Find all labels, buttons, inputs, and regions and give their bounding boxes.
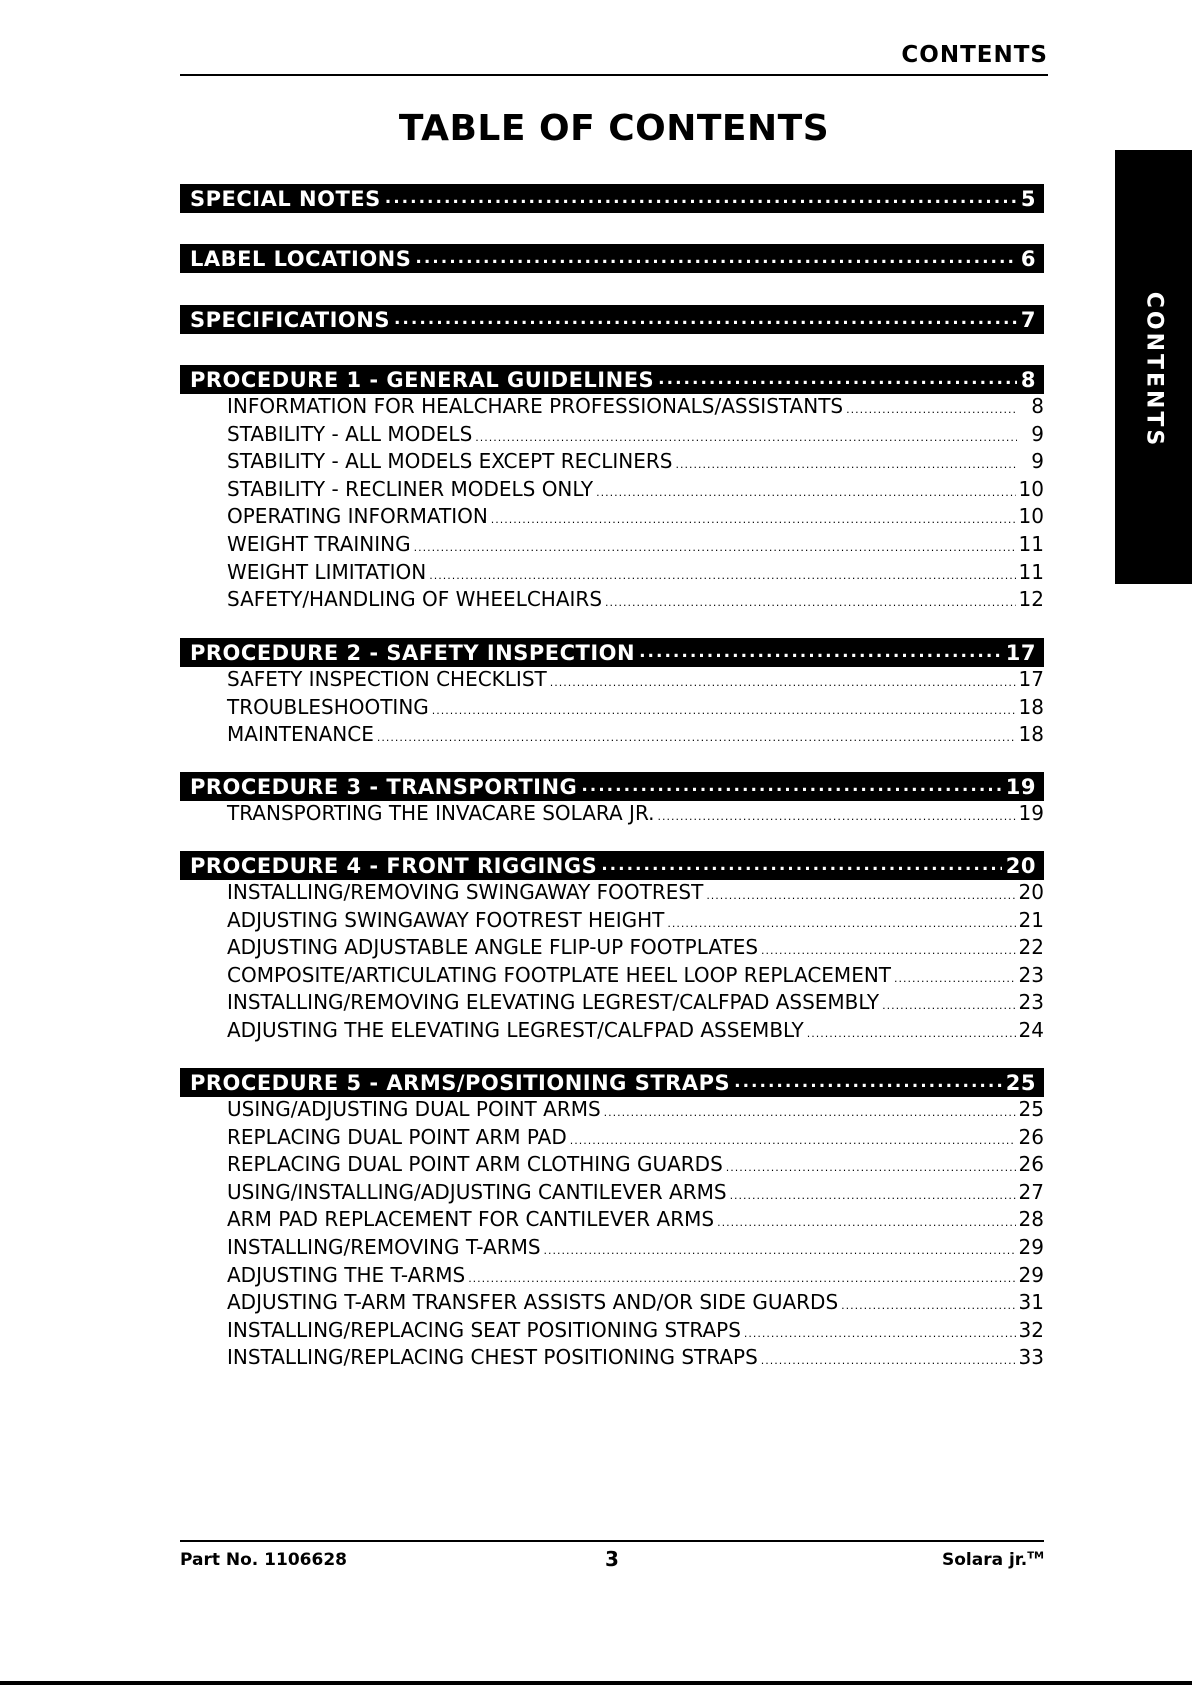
leader-dots bbox=[394, 311, 1017, 328]
entry-page: 29 bbox=[1018, 1234, 1044, 1259]
leader-dots bbox=[734, 1074, 1002, 1091]
leader-dots bbox=[570, 1134, 1016, 1147]
entry-page: 8 bbox=[1031, 394, 1044, 418]
toc-entry[interactable] bbox=[180, 504, 1044, 532]
footer-product-name bbox=[942, 1550, 1044, 1570]
entry-title: REPLACING DUAL POINT ARM CLOTHING GUARDS bbox=[227, 1152, 723, 1177]
entry-title: INSTALLING/REPLACING SEAT POSITIONING STRAPS bbox=[227, 1317, 741, 1342]
entry-title: STABILITY - ALL MODELS EXCEPT RECLINERS bbox=[227, 449, 673, 474]
toc-entry[interactable] bbox=[180, 587, 1044, 615]
entry-title: TROUBLESHOOTING bbox=[227, 694, 429, 719]
header-rule bbox=[180, 74, 1048, 76]
leader-dots bbox=[544, 1244, 1016, 1257]
leader-dots bbox=[894, 972, 1016, 985]
leader-dots bbox=[726, 1161, 1016, 1174]
entry-page: 22 bbox=[1018, 935, 1044, 960]
entry-page: 31 bbox=[1018, 1290, 1044, 1315]
section-page: 25 bbox=[1005, 1070, 1036, 1095]
entry-page: 20 bbox=[1018, 880, 1044, 904]
leader-dots bbox=[385, 190, 1017, 207]
section-page: 19 bbox=[1005, 774, 1036, 799]
entry-page: 10 bbox=[1018, 504, 1044, 529]
entry-page: 11 bbox=[1018, 559, 1044, 584]
side-tab bbox=[1115, 150, 1192, 584]
leader-dots bbox=[667, 917, 1015, 930]
toc-entry[interactable] bbox=[180, 532, 1044, 560]
toc-item-list bbox=[180, 880, 1044, 1046]
toc-entry[interactable] bbox=[180, 1125, 1044, 1153]
entry-page: 28 bbox=[1018, 1207, 1044, 1232]
leader-dots bbox=[658, 371, 1017, 388]
leader-dots bbox=[639, 644, 1002, 661]
section-title: SPECIAL NOTES bbox=[190, 186, 381, 211]
toc-section-procedure-5 bbox=[180, 1068, 1044, 1373]
section-title: PROCEDURE 5 - ARMS/POSITIONING STRAPS bbox=[190, 1070, 731, 1095]
entry-title: USING/INSTALLING/ADJUSTING CANTILEVER ARMS bbox=[227, 1179, 727, 1204]
entry-page: 32 bbox=[1018, 1317, 1044, 1342]
entry-title: ADJUSTING SWINGAWAY FOOTREST HEIGHT bbox=[227, 907, 665, 932]
leader-dots bbox=[415, 250, 1016, 267]
toc-entry[interactable] bbox=[180, 1180, 1044, 1208]
leader-dots bbox=[491, 513, 1016, 526]
entry-title: USING/ADJUSTING DUAL POINT ARMS bbox=[227, 1097, 601, 1121]
leader-dots bbox=[717, 1216, 1015, 1229]
toc-section-heading[interactable] bbox=[180, 772, 1044, 801]
toc-section-heading[interactable] bbox=[180, 1068, 1044, 1097]
toc-entry[interactable] bbox=[180, 477, 1044, 505]
entry-page: 33 bbox=[1018, 1345, 1044, 1370]
toc-entry[interactable] bbox=[180, 560, 1044, 588]
entry-title: SAFETY INSPECTION CHECKLIST bbox=[227, 667, 547, 691]
entry-page: 18 bbox=[1018, 694, 1044, 719]
entry-title: COMPOSITE/ARTICULATING FOOTPLATE HEEL LOOP REPLACEMENT bbox=[227, 962, 892, 987]
bottom-edge-strip bbox=[0, 1681, 1192, 1685]
toc-section-procedure-2 bbox=[180, 638, 1044, 750]
entry-title: ADJUSTING ADJUSTABLE ANGLE FLIP-UP FOOTPLATES bbox=[227, 935, 759, 960]
toc-section-procedure-3 bbox=[180, 772, 1044, 829]
entry-title: INSTALLING/REMOVING ELEVATING LEGREST/CALFPAD ASSEMBLY bbox=[227, 990, 880, 1015]
leader-dots bbox=[744, 1327, 1016, 1340]
entry-page: 21 bbox=[1018, 907, 1044, 932]
toc-section-heading[interactable] bbox=[180, 851, 1044, 880]
leader-dots bbox=[657, 810, 1015, 823]
entry-page: 24 bbox=[1018, 1017, 1044, 1042]
entry-page: 17 bbox=[1018, 667, 1044, 691]
section-page: 5 bbox=[1020, 186, 1036, 211]
leader-dots bbox=[605, 596, 1016, 609]
section-title: PROCEDURE 1 - GENERAL GUIDELINES bbox=[190, 367, 655, 392]
leader-dots bbox=[807, 1027, 1016, 1040]
leader-dots bbox=[429, 569, 1015, 582]
page-title: TABLE OF CONTENTS bbox=[398, 108, 830, 149]
toc-entry[interactable] bbox=[180, 695, 1044, 723]
section-page: 20 bbox=[1005, 853, 1036, 878]
toc-entry[interactable] bbox=[180, 667, 1044, 695]
toc-entry[interactable] bbox=[180, 1152, 1044, 1180]
product-name: Solara jr. bbox=[941, 1550, 1028, 1570]
leader-dots bbox=[432, 704, 1016, 717]
toc-entry[interactable] bbox=[180, 722, 1044, 750]
entry-page: 27 bbox=[1018, 1179, 1044, 1204]
toc-section-label-locations bbox=[180, 244, 1044, 273]
leader-dots bbox=[882, 999, 1015, 1012]
toc-entry[interactable] bbox=[180, 935, 1044, 963]
entry-title: WEIGHT TRAINING bbox=[227, 531, 411, 556]
leader-dots bbox=[761, 1354, 1016, 1367]
entry-title: INFORMATION FOR HEALCHARE PROFESSIONALS/ASSISTANTS bbox=[227, 394, 844, 418]
leader-dots bbox=[846, 403, 1017, 416]
toc-entry[interactable] bbox=[180, 1345, 1044, 1373]
footer-part-number: Part No. 1106628 bbox=[180, 1550, 347, 1570]
entry-page: 9 bbox=[1031, 449, 1044, 474]
entry-page: 25 bbox=[1018, 1097, 1044, 1121]
toc-section-heading[interactable] bbox=[180, 365, 1044, 394]
entry-page: 11 bbox=[1018, 531, 1044, 556]
entry-title: ARM PAD REPLACEMENT FOR CANTILEVER ARMS bbox=[227, 1207, 715, 1232]
entry-title: ADJUSTING T-ARM TRANSFER ASSISTS AND/OR SIDE GUARDS bbox=[227, 1290, 839, 1315]
toc-entry[interactable] bbox=[180, 1290, 1044, 1318]
leader-dots bbox=[475, 431, 1017, 444]
toc-section-heading[interactable] bbox=[180, 638, 1044, 667]
toc-entry[interactable] bbox=[180, 449, 1044, 477]
entry-page: 9 bbox=[1031, 421, 1044, 446]
entry-title: TRANSPORTING THE INVACARE SOLARA JR. bbox=[227, 801, 655, 825]
entry-page: 26 bbox=[1018, 1152, 1044, 1177]
leader-dots bbox=[414, 541, 1016, 554]
toc-section-specifications bbox=[180, 305, 1044, 334]
toc-entry[interactable] bbox=[180, 880, 1044, 908]
toc-item-list bbox=[180, 394, 1044, 615]
entry-title: OPERATING INFORMATION bbox=[227, 504, 488, 529]
toc-section-special-notes bbox=[180, 184, 1044, 213]
toc-item-list bbox=[180, 1097, 1044, 1373]
entry-page: 26 bbox=[1018, 1124, 1044, 1149]
toc-entry[interactable] bbox=[180, 1097, 1044, 1125]
section-title: LABEL LOCATIONS bbox=[190, 246, 412, 271]
section-page: 17 bbox=[1005, 640, 1036, 665]
section-title: PROCEDURE 2 - SAFETY INSPECTION bbox=[190, 640, 636, 665]
leader-dots bbox=[377, 731, 1016, 744]
section-title: PROCEDURE 4 - FRONT RIGGINGS bbox=[190, 853, 598, 878]
entry-title: MAINTENANCE bbox=[227, 722, 374, 747]
entry-title: STABILITY - ALL MODELS bbox=[227, 421, 473, 446]
section-page: 7 bbox=[1020, 307, 1036, 332]
toc-entry[interactable] bbox=[180, 394, 1044, 422]
leader-dots bbox=[730, 1189, 1016, 1202]
entry-title: INSTALLING/REPLACING CHEST POSITIONING STRAPS bbox=[227, 1345, 758, 1370]
entry-page: 18 bbox=[1018, 722, 1044, 747]
leader-dots bbox=[468, 1272, 1015, 1285]
toc-item-list bbox=[180, 667, 1044, 750]
toc-entry[interactable] bbox=[180, 990, 1044, 1018]
entry-title: SAFETY/HANDLING OF WHEELCHAIRS bbox=[227, 587, 603, 612]
toc-item-list bbox=[180, 801, 1044, 829]
leader-dots bbox=[706, 889, 1015, 902]
leader-dots bbox=[596, 486, 1015, 499]
entry-page: 23 bbox=[1018, 962, 1044, 987]
toc-section-heading[interactable] bbox=[180, 184, 1044, 213]
toc-section-heading[interactable] bbox=[180, 244, 1044, 273]
toc-entry[interactable] bbox=[180, 422, 1044, 450]
toc-entry[interactable] bbox=[180, 1235, 1044, 1263]
toc-section-procedure-4 bbox=[180, 851, 1044, 1046]
toc-entry[interactable] bbox=[180, 1318, 1044, 1346]
entry-title: WEIGHT LIMITATION bbox=[227, 559, 427, 584]
footer-page-number: 3 bbox=[605, 1547, 619, 1571]
entry-title: INSTALLING/REMOVING SWINGAWAY FOOTREST bbox=[227, 880, 704, 904]
entry-page: 19 bbox=[1018, 801, 1044, 825]
toc-entry[interactable] bbox=[180, 801, 1044, 829]
toc-entry[interactable] bbox=[180, 908, 1044, 936]
leader-dots bbox=[601, 857, 1002, 874]
entry-title: INSTALLING/REMOVING T-ARMS bbox=[227, 1234, 541, 1259]
toc-entry[interactable] bbox=[180, 1263, 1044, 1291]
section-page: 8 bbox=[1020, 367, 1036, 392]
leader-dots bbox=[550, 676, 1016, 689]
toc-entry[interactable] bbox=[180, 1207, 1044, 1235]
leader-dots bbox=[581, 778, 1001, 795]
entry-page: 29 bbox=[1018, 1262, 1044, 1287]
leader-dots bbox=[604, 1106, 1016, 1119]
toc-section-procedure-1 bbox=[180, 365, 1044, 615]
entry-title: REPLACING DUAL POINT ARM PAD bbox=[227, 1124, 567, 1149]
section-title: SPECIFICATIONS bbox=[190, 307, 390, 332]
toc-entry[interactable] bbox=[180, 1018, 1044, 1046]
side-tab-label: CONTENTS bbox=[1141, 291, 1166, 449]
trademark-mark: TM bbox=[1027, 1550, 1044, 1562]
entry-title: ADJUSTING THE T-ARMS bbox=[227, 1262, 466, 1287]
toc-section-heading[interactable] bbox=[180, 305, 1044, 334]
leader-dots bbox=[675, 458, 1017, 471]
entry-title: ADJUSTING THE ELEVATING LEGREST/CALFPAD ASSEMBLY bbox=[227, 1017, 804, 1042]
entry-page: 23 bbox=[1018, 990, 1044, 1015]
leader-dots bbox=[841, 1299, 1015, 1312]
section-page: 6 bbox=[1020, 246, 1036, 271]
entry-page: 12 bbox=[1018, 587, 1044, 612]
entry-page: 10 bbox=[1018, 476, 1044, 501]
footer-rule bbox=[180, 1540, 1044, 1542]
header-label: CONTENTS bbox=[901, 42, 1048, 68]
entry-title: STABILITY - RECLINER MODELS ONLY bbox=[227, 476, 594, 501]
toc-entry[interactable] bbox=[180, 963, 1044, 991]
leader-dots bbox=[761, 944, 1016, 957]
section-title: PROCEDURE 3 - TRANSPORTING bbox=[190, 774, 578, 799]
